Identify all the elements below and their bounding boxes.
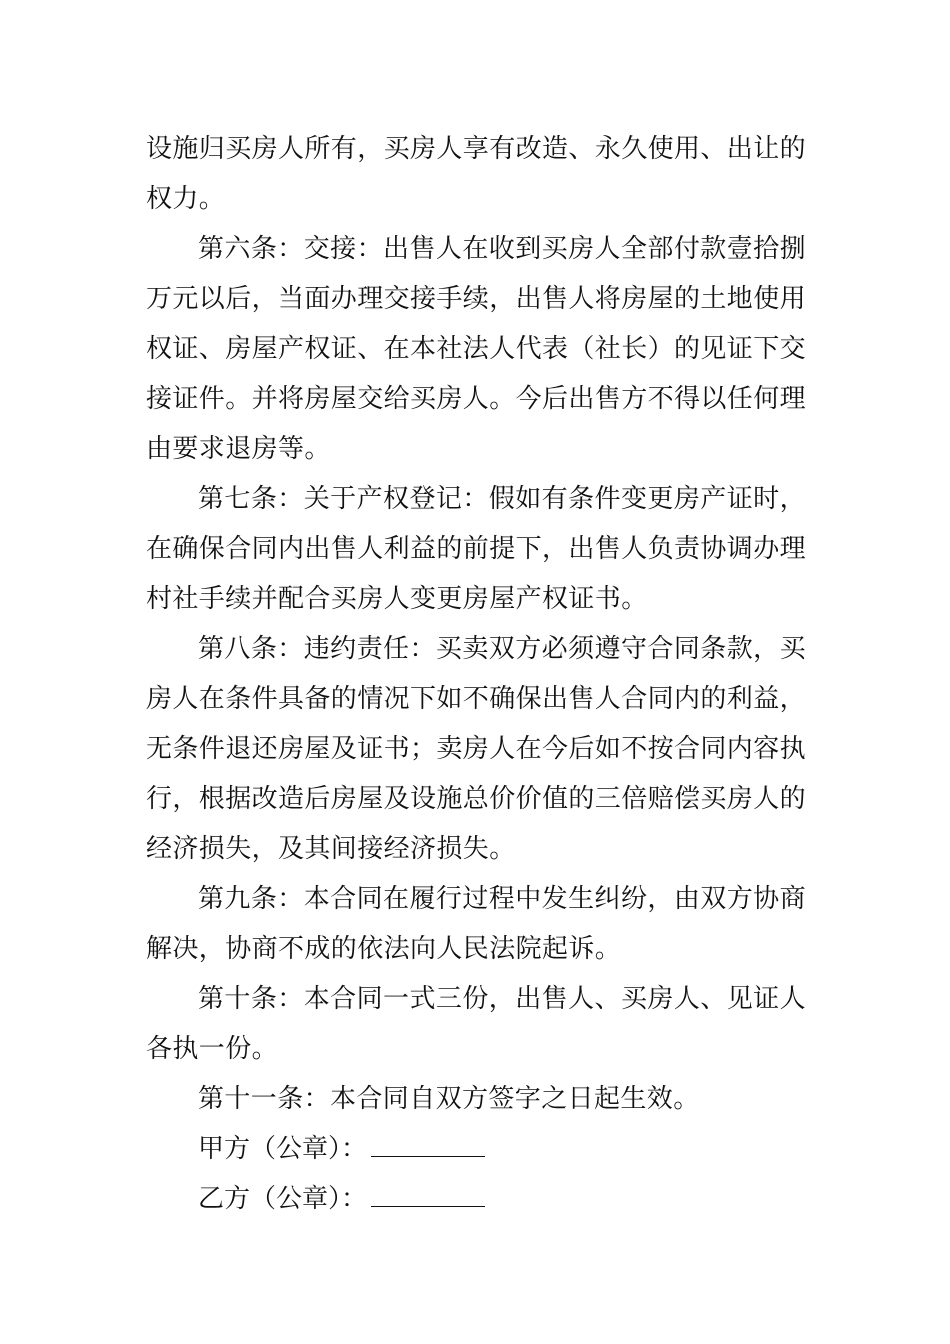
clause-7-property-registration: 第七条：关于产权登记：假如有条件变更房产证时，在确保合同内出售人利益的前提下，出售人负责协调办理村社手续并配合买房人变更房屋产权证书。 <box>146 484 807 614</box>
party-a-signature-blank[interactable] <box>371 1126 485 1157</box>
clause-9-dispute-resolution: 第九条：本合同在履行过程中发生纠纷，由双方协商解决，协商不成的依法向人民法院起诉。 <box>146 884 806 964</box>
party-a-signature-line <box>146 1124 806 1174</box>
party-b-label: 乙方（公章）： <box>198 1184 368 1214</box>
clause-6-handover: 第六条：交接：出售人在收到买房人全部付款壹拾捌万元以后，当面办理交接手续，出售人将房屋的土地使用权证、房屋产权证、在本社法人代表（社长）的见证下交接证件。并将房屋交给买房人。今后出售方不得以任何理由要求退房等。 <box>146 234 807 464</box>
party-b-signature-blank[interactable] <box>371 1176 485 1207</box>
clause-5-continuation: 设施归买房人所有，买房人享有改造、永久使用、出让的权力。 <box>146 134 807 214</box>
document-page <box>146 124 806 1224</box>
party-b-signature-line <box>146 1174 806 1224</box>
clause-11-effective-date: 第十一条：本合同自双方签字之日起生效。 <box>198 1084 700 1114</box>
clause-8-breach-liability: 第八条：违约责任：买卖双方必须遵守合同条款，买房人在条件具备的情况下如不确保出售人合同内的利益，无条件退还房屋及证书；卖房人在今后如不按合同内容执行，根据改造后房屋及设施总价价值的三倍赔偿买房人的经济损失，及其间接经济损失。 <box>146 634 807 864</box>
clause-10-copies: 第十条：本合同一式三份，出售人、买房人、见证人各执一份。 <box>146 984 806 1064</box>
party-a-label: 甲方（公章）： <box>198 1134 368 1164</box>
